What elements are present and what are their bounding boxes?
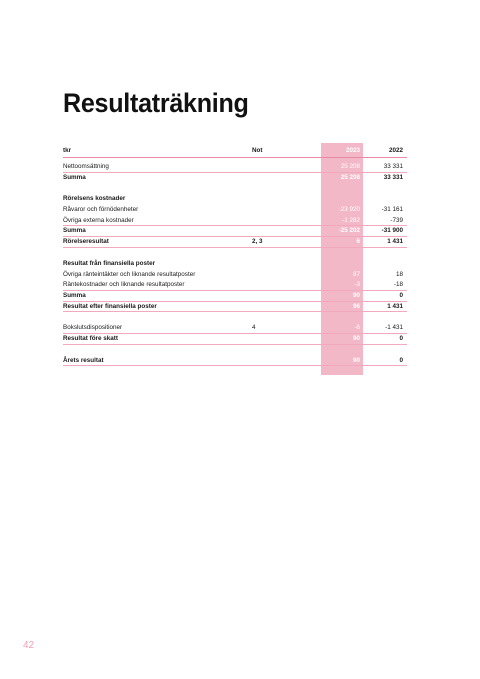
row-label: Råvaror och förnödenheter — [63, 206, 139, 214]
row-value-2022: 33 331 — [383, 163, 403, 170]
row-value-2023: 6 — [356, 238, 360, 246]
row-label: Summa — [63, 173, 86, 181]
header-2022: 2022 — [388, 147, 403, 154]
row-label: Resultat före skatt — [63, 334, 118, 342]
income-statement-table — [63, 143, 407, 366]
row-label: Resultat efter finansiella poster — [63, 302, 157, 310]
table-row — [63, 270, 407, 281]
row-value-2022: 0 — [399, 334, 403, 342]
row-value-2022: 0 — [399, 356, 403, 364]
table-row — [63, 162, 407, 173]
table-row — [63, 302, 407, 313]
row-value-2022: -18 — [393, 281, 403, 289]
section-heading — [63, 259, 407, 270]
row-value-2023: -23 920 — [338, 206, 360, 214]
table-header-row — [63, 143, 407, 158]
row-value-2023: 90 — [352, 334, 360, 342]
row-value-2022: -31 161 — [381, 206, 403, 214]
table-row — [63, 356, 407, 367]
row-value-2023: 90 — [352, 291, 360, 299]
row-label: Övriga externa kostnader — [63, 216, 134, 224]
page-number: 42 — [23, 640, 35, 651]
row-label: Summa — [63, 227, 86, 235]
row-label: Resultat från finansiella poster — [63, 259, 156, 267]
row-value-2022: 1 431 — [387, 302, 403, 310]
row-label: Summa — [63, 291, 86, 299]
section-heading — [63, 194, 407, 205]
row-value-2023: 25 208 — [340, 163, 360, 170]
row-label: Rörelseresultat — [63, 238, 109, 246]
table-row — [63, 280, 407, 291]
table-row — [63, 216, 407, 227]
row-value-2023: 87 — [352, 270, 360, 278]
row-label: Bokslutsdispositioner — [63, 324, 123, 332]
row-value-2023: 96 — [352, 302, 360, 310]
table-row — [63, 334, 407, 345]
table-row — [63, 291, 407, 302]
header-note: Not — [252, 147, 263, 154]
header-2023: 2023 — [345, 147, 360, 154]
row-value-2023: -6 — [354, 324, 360, 332]
row-label: Nettoomsättning — [63, 163, 109, 170]
table-row — [63, 205, 407, 216]
table-row — [63, 323, 407, 334]
table-row — [63, 237, 407, 248]
row-label: Räntekostnader och liknande resultatposter — [63, 281, 185, 289]
row-label: Rörelsens kostnader — [63, 195, 126, 203]
row-note: 4 — [252, 324, 256, 332]
row-value-2023: -1 282 — [342, 216, 360, 224]
row-value-2023: 25 208 — [340, 173, 360, 181]
row-value-2023: -25 202 — [338, 227, 360, 235]
header-label: tkr — [63, 147, 72, 154]
row-value-2022: 18 — [395, 270, 403, 278]
row-value-2022: 1 431 — [387, 238, 403, 246]
row-label: Årets resultat — [63, 356, 104, 364]
table-row — [63, 173, 407, 184]
page-title: Resultaträkning — [63, 88, 249, 118]
table-row — [63, 226, 407, 237]
row-note: 2, 3 — [252, 238, 263, 246]
row-value-2023: -3 — [354, 281, 360, 289]
row-label: Övriga ränteintäkter och liknande resultatposter — [63, 270, 196, 278]
row-value-2022: -31 900 — [381, 227, 403, 235]
row-value-2022: 0 — [399, 291, 403, 299]
row-value-2022: -739 — [390, 216, 403, 224]
row-value-2023: 90 — [352, 356, 360, 364]
row-value-2022: 33 331 — [383, 173, 403, 181]
row-value-2022: -1 431 — [385, 324, 403, 332]
